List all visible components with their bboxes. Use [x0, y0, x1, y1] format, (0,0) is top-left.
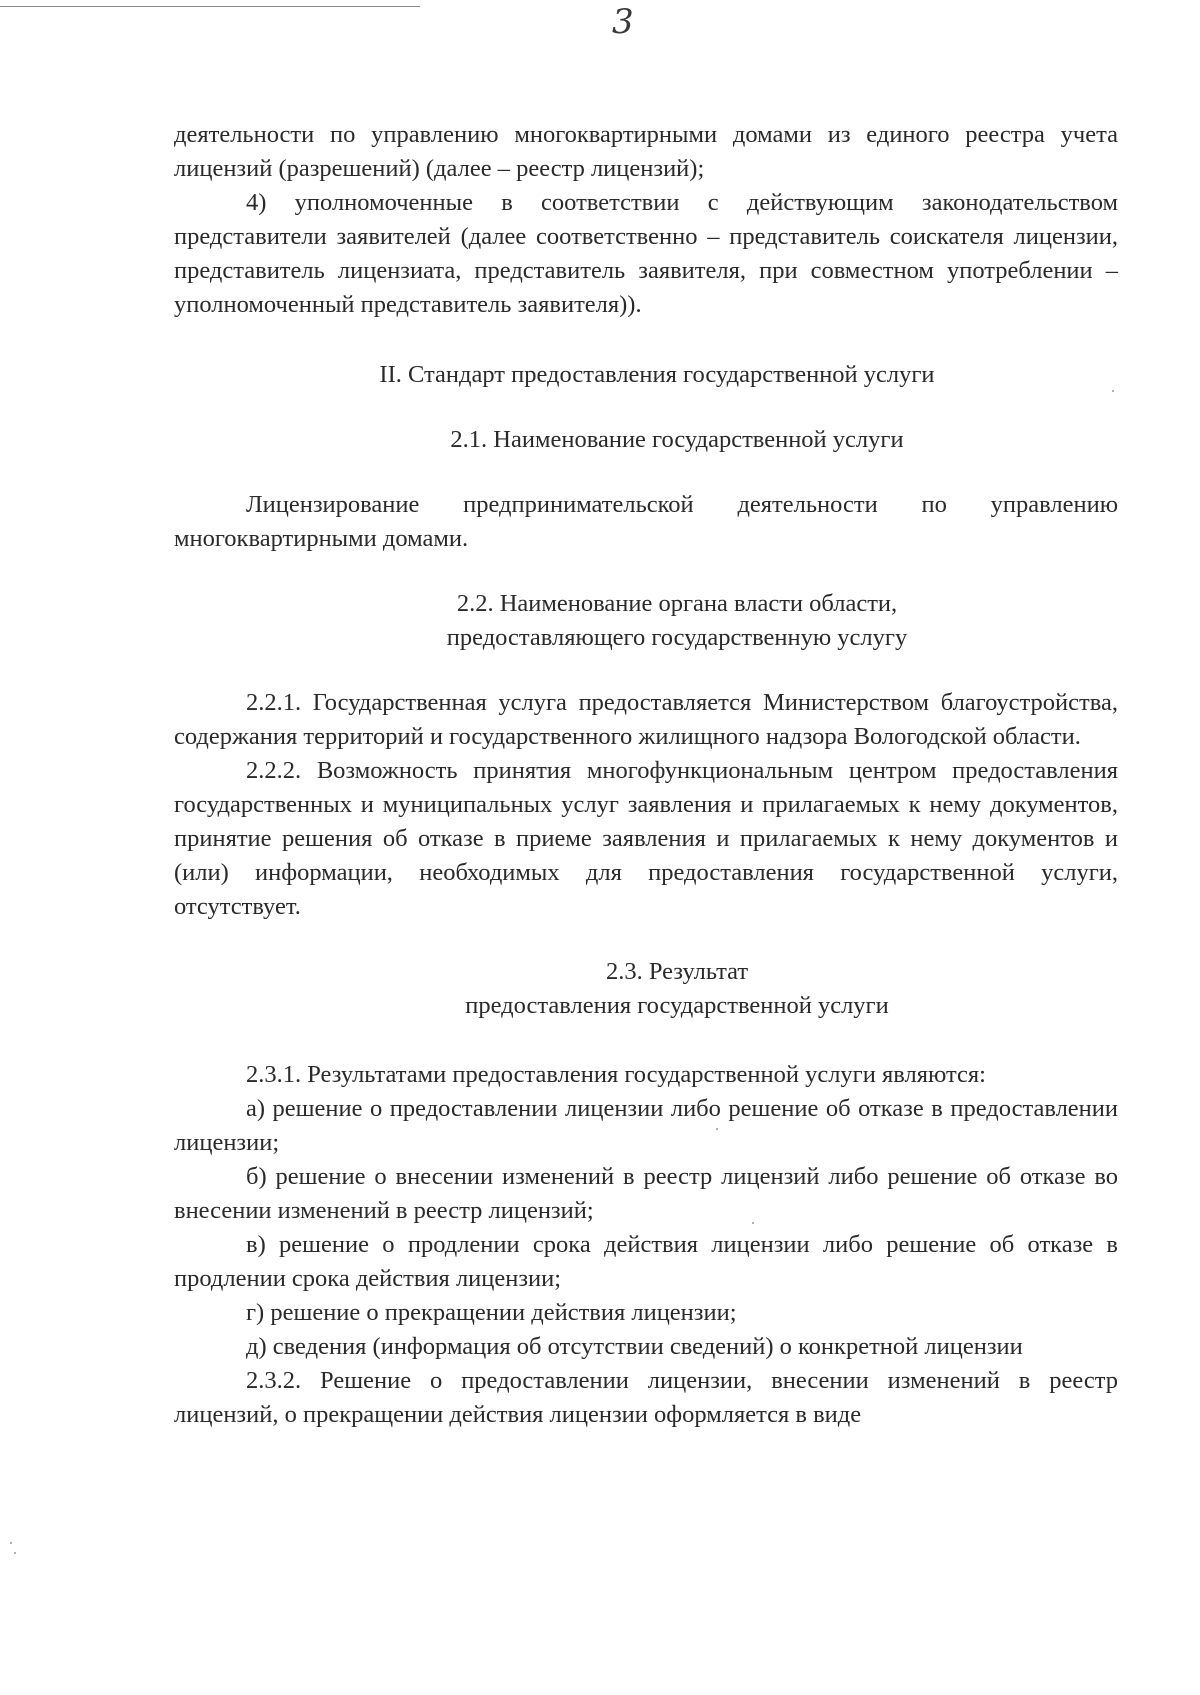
document-body: [174, 118, 1118, 1432]
list-item-b: б) решение о внесении изменений в реестр лицензий либо решение об отказе во внесении изменений в реестр лицензий;: [174, 1163, 1118, 1224]
subsection-heading-2-3-line2: предоставления государственной услуги: [465, 992, 889, 1019]
scan-speck: [752, 1222, 754, 1224]
list-item-a: а) решение о предоставлении лицензии либо решение об отказе в предоставлении лицензии;: [174, 1095, 1118, 1156]
list-item-c: в) решение о продлении срока действия лицензии либо решение об отказе в продлении срока действия лицензии;: [174, 1231, 1118, 1292]
paragraph-item-4: 4) уполномоченные в соответствии с действующим законодательством представители заявителей (далее соответственно – представитель соискателя лицензии, представитель лицензиата, представитель заявителя, при совместном употреблении – уполномоченный представитель заявителя)).: [174, 189, 1118, 318]
subsection-heading-2-2-line1: 2.2. Наименование органа власти области,: [456, 590, 898, 617]
paragraph-2-2-2: 2.2.2. Возможность принятия многофункциональным центром предоставления государственных и муниципальных услуг заявления и прилагаемых к нему документов, принятие решения об отказе в приеме заявления и прилагаемых к нему документов и (или) информации, необходимых для предоставления государственной услуги, отсутствует.: [174, 757, 1118, 920]
paragraph-continuation: деятельности по управлению многоквартирными домами из единого реестра учета лицензий (разрешений) (далее – реестр лицензий);: [174, 121, 1118, 182]
list-item-e: д) сведения (информация об отсутствии сведений) о конкретной лицензии: [246, 1333, 1023, 1360]
scan-speck: [1112, 390, 1114, 392]
top-rule: [0, 6, 420, 7]
subsection-heading-2-2: [174, 587, 1118, 655]
paragraph-2-3-2: 2.3.2. Решение о предоставлении лицензии, внесении изменений в реестр лицензий, о прекращении действия лицензии оформляется в виде: [174, 1367, 1118, 1428]
paragraph-2-1: Лицензирование предпринимательской деятельности по управлению многоквартирными домами.: [174, 491, 1118, 552]
scan-speck: [10, 1542, 12, 1544]
scan-speck: [14, 1552, 16, 1554]
page-number: 3: [612, 2, 634, 42]
subsection-heading-2-2-line2: предоставляющего государственную услугу: [446, 624, 908, 651]
scan-speck: [716, 1128, 718, 1130]
paragraph-2-2-1: 2.2.1. Государственная услуга предоставляется Министерством благоустройства, содержания территорий и государственного жилищного надзора Вологодской области.: [174, 689, 1118, 750]
subsection-heading-2-3-line1: 2.3. Результат: [605, 958, 749, 985]
subsection-heading-2-1: 2.1. Наименование государственной услуги: [450, 426, 904, 453]
subsection-heading-2-3: [174, 955, 1118, 1023]
section-heading-2: II. Стандарт предоставления государственной услуги: [379, 361, 935, 388]
paragraph-2-3-1: 2.3.1. Результатами предоставления государственной услуги являются:: [246, 1061, 986, 1088]
list-item-d: г) решение о прекращении действия лицензии;: [246, 1299, 737, 1326]
